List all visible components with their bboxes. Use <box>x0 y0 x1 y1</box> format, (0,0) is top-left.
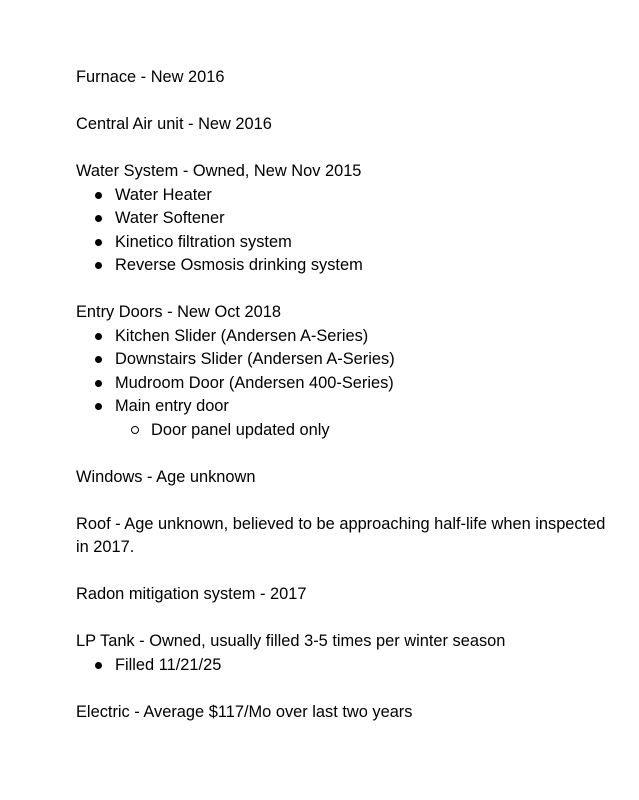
list-item: Water Heater <box>94 184 616 208</box>
section-entry-doors <box>76 301 616 442</box>
section-electric <box>76 701 616 725</box>
list-item: Kinetico filtration system <box>94 231 616 255</box>
list-item: Kitchen Slider (Andersen A-Series) <box>94 325 616 349</box>
section-furnace <box>76 66 616 90</box>
list-item: Reverse Osmosis drinking system <box>94 254 616 278</box>
section-heading: Electric - Average $117/Mo over last two years <box>76 702 413 721</box>
section-heading: Central Air unit - New 2016 <box>76 115 272 133</box>
section-heading: Furnace - New 2016 <box>76 68 225 86</box>
list-item: Downstairs Slider (Andersen A-Series) <box>94 348 616 372</box>
list-item: Main entry door <box>94 395 616 419</box>
section-heading: Windows - Age unknown <box>76 467 256 486</box>
list-item: Filled 11/21/25 <box>94 654 616 678</box>
section-heading: Roof - Age unknown, believed to be approaching half-life when inspected in 2017. <box>76 514 606 556</box>
list-item: Water Softener <box>94 207 616 231</box>
bullet-list <box>76 325 616 419</box>
section-heading: Radon mitigation system - 2017 <box>76 585 307 603</box>
section-heading: Water System - Owned, New Nov 2015 <box>76 162 362 180</box>
sub-bullet-list <box>94 419 616 443</box>
section-lp-tank <box>76 630 616 677</box>
bullet-list <box>76 184 616 278</box>
bullet-list <box>76 654 616 678</box>
section-roof <box>76 513 616 560</box>
section-central-air <box>76 113 616 137</box>
list-item: Mudroom Door (Andersen 400-Series) <box>94 372 616 396</box>
section-heading: Entry Doors - New Oct 2018 <box>76 303 281 321</box>
section-heading: LP Tank - Owned, usually filled 3-5 times per winter season <box>76 632 506 650</box>
section-water-system <box>76 160 616 278</box>
document-body <box>76 66 616 748</box>
sub-list-item: Door panel updated only <box>130 419 616 443</box>
section-radon <box>76 583 616 607</box>
section-windows <box>76 466 616 490</box>
